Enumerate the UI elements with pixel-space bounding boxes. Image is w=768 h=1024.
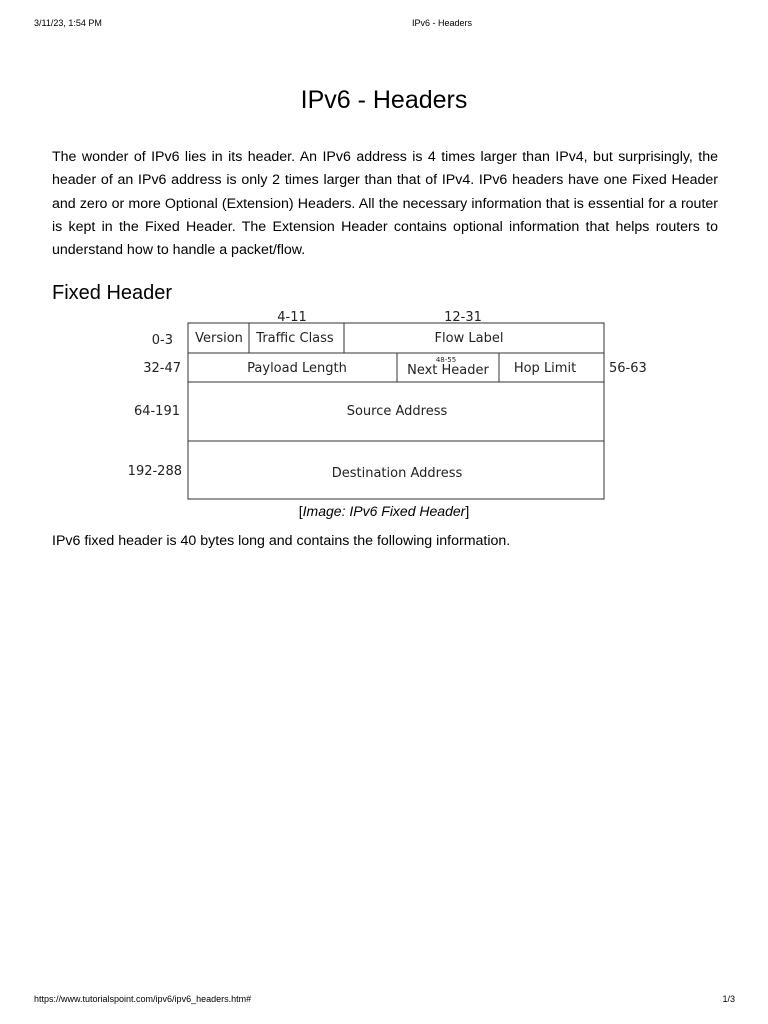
bits-label-12-31: 12-31 [444, 310, 482, 325]
bits-label-56-63: 56-63 [609, 361, 647, 376]
field-next-header-bits: 48-55 [435, 356, 457, 364]
field-version: Version [195, 331, 243, 346]
print-footer-url: https://www.tutorialspoint.com/ipv6/ipv6_headers.htm# [34, 994, 252, 1004]
bits-label-4-11: 4-11 [277, 310, 307, 325]
section-heading-fixed-header: Fixed Header [52, 282, 173, 304]
figure-caption [0, 502, 768, 520]
bits-label-64-191: 64-191 [133, 404, 180, 419]
print-page-title: IPv6 - Headers [411, 18, 473, 28]
intro-paragraph: The wonder of IPv6 lies in its header. An IPv6 address is 4 times larger than IPv4, but surprisingly, the header of an IPv6 address is only 2 times larger than that of IPv4. IPv6 headers have one Fixed Header and zero or more Optional (Extension) Headers. All the necessary information that is essential for a router is kept in the Fixed Header. The Extension Header contains optional information that helps routers to understand how to handle a packet/flow. [52, 149, 718, 259]
field-payload-length: Payload Length [247, 361, 347, 376]
caption-open-bracket: [ [298, 503, 303, 519]
field-hop-limit: Hop Limit [513, 361, 577, 376]
caption-text: Image: IPv6 Fixed Header [302, 503, 466, 519]
field-traffic-class: Traffic Class [256, 331, 334, 346]
caption-close-bracket: ] [465, 503, 470, 519]
print-datetime: 3/11/23, 1:54 PM [34, 18, 102, 28]
ipv6-header-diagram [0, 300, 768, 510]
bits-label-32-47: 32-47 [143, 361, 181, 376]
ipv6-fixed-header-figure [0, 300, 768, 525]
print-page-number: 1/3 [722, 994, 735, 1004]
bits-label-0-3: 0-3 [151, 333, 173, 348]
field-flow-label: Flow Label [434, 331, 504, 346]
field-next-header: Next Header [407, 363, 489, 378]
field-source-address: Source Address [346, 404, 448, 419]
page-title: IPv6 - Headers [300, 86, 468, 114]
bits-label-192-288: 192-288 [127, 464, 182, 479]
fixed-header-description: IPv6 fixed header is 40 bytes long and contains the following information. [52, 533, 511, 549]
field-destination-address: Destination Address [331, 466, 463, 481]
